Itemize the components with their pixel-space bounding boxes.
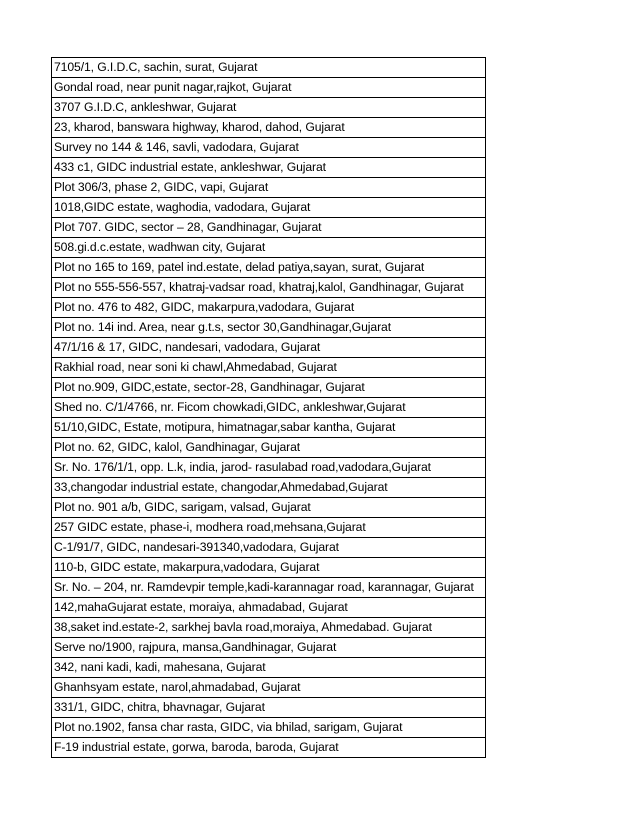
address-cell: 47/1/16 & 17, GIDC, nandesari, vadodara, Gujarat	[52, 338, 486, 358]
address-cell: 257 GIDC estate, phase-i, modhera road,mehsana,Gujarat	[52, 518, 486, 538]
table-row	[52, 538, 486, 558]
address-cell: Ghanhsyam estate, narol,ahmadabad, Gujarat	[52, 678, 486, 698]
table-row	[52, 698, 486, 718]
table-row	[52, 438, 486, 458]
table-row	[52, 178, 486, 198]
address-cell: 342, nani kadi, kadi, mahesana, Gujarat	[52, 658, 486, 678]
address-cell: 110-b, GIDC estate, makarpura,vadodara, Gujarat	[52, 558, 486, 578]
address-cell: 1018,GIDC estate, waghodia, vadodara, Gujarat	[52, 198, 486, 218]
table-row	[52, 338, 486, 358]
table-row	[52, 518, 486, 538]
table-row	[52, 618, 486, 638]
address-cell: Plot no.1902, fansa char rasta, GIDC, via bhilad, sarigam, Gujarat	[52, 718, 486, 738]
table-row	[52, 358, 486, 378]
address-cell: Rakhial road, near soni ki chawl,Ahmedabad, Gujarat	[52, 358, 486, 378]
address-cell: 23, kharod, banswara highway, kharod, dahod, Gujarat	[52, 118, 486, 138]
table-row	[52, 218, 486, 238]
table-row	[52, 158, 486, 178]
address-cell: 7105/1, G.I.D.C, sachin, surat, Gujarat	[52, 58, 486, 78]
address-cell: Sr. No. 176/1/1, opp. L.k, india, jarod- rasulabad road,vadodara,Gujarat	[52, 458, 486, 478]
address-cell: F-19 industrial estate, gorwa, baroda, baroda, Gujarat	[52, 738, 486, 758]
table-row	[52, 198, 486, 218]
table-row	[52, 478, 486, 498]
address-cell: 142,mahaGujarat estate, moraiya, ahmadabad, Gujarat	[52, 598, 486, 618]
address-cell: Plot 306/3, phase 2, GIDC, vapi, Gujarat	[52, 178, 486, 198]
address-cell: Plot no. 62, GIDC, kalol, Gandhinagar, Gujarat	[52, 438, 486, 458]
table-row	[52, 458, 486, 478]
table-row	[52, 658, 486, 678]
table-row	[52, 678, 486, 698]
address-cell: 51/10,GIDC, Estate, motipura, himatnagar,sabar kantha, Gujarat	[52, 418, 486, 438]
address-table	[51, 57, 486, 758]
table-row	[52, 278, 486, 298]
address-cell: Survey no 144 & 146, savli, vadodara, Gujarat	[52, 138, 486, 158]
table-row	[52, 98, 486, 118]
address-table-body	[52, 58, 486, 758]
address-cell: Plot no.909, GIDC,estate, sector-28, Gandhinagar, Gujarat	[52, 378, 486, 398]
address-cell: 3707 G.I.D.C, ankleshwar, Gujarat	[52, 98, 486, 118]
table-row	[52, 138, 486, 158]
table-row	[52, 398, 486, 418]
address-cell: Plot no. 901 a/b, GIDC, sarigam, valsad, Gujarat	[52, 498, 486, 518]
table-row	[52, 718, 486, 738]
table-row	[52, 298, 486, 318]
address-cell: C-1/91/7, GIDC, nandesari-391340,vadodara, Gujarat	[52, 538, 486, 558]
address-cell: Plot no 165 to 169, patel ind.estate, delad patiya,sayan, surat, Gujarat	[52, 258, 486, 278]
address-cell: Serve no/1900, rajpura, mansa,Gandhinagar, Gujarat	[52, 638, 486, 658]
table-row	[52, 118, 486, 138]
table-row	[52, 418, 486, 438]
table-row	[52, 238, 486, 258]
address-cell: Gondal road, near punit nagar,rajkot, Gujarat	[52, 78, 486, 98]
table-row	[52, 318, 486, 338]
address-cell: Plot no 555-556-557, khatraj-vadsar road, khatraj,kalol, Gandhinagar, Gujarat	[52, 278, 486, 298]
address-cell: 38,saket ind.estate-2, sarkhej bavla road,moraiya, Ahmedabad. Gujarat	[52, 618, 486, 638]
address-cell: 433 c1, GIDC industrial estate, ankleshwar, Gujarat	[52, 158, 486, 178]
table-row	[52, 638, 486, 658]
address-cell: Plot no. 476 to 482, GIDC, makarpura,vadodara, Gujarat	[52, 298, 486, 318]
table-row	[52, 258, 486, 278]
address-cell: 508.gi.d.c.estate, wadhwan city, Gujarat	[52, 238, 486, 258]
address-cell: Shed no. C/1/4766, nr. Ficom chowkadi,GIDC, ankleshwar,Gujarat	[52, 398, 486, 418]
table-row	[52, 578, 486, 598]
address-cell: 331/1, GIDC, chitra, bhavnagar, Gujarat	[52, 698, 486, 718]
address-cell: 33,changodar industrial estate, changodar,Ahmedabad,Gujarat	[52, 478, 486, 498]
address-cell: Sr. No. – 204, nr. Ramdevpir temple,kadi-karannagar road, karannagar, Gujarat	[52, 578, 486, 598]
table-row	[52, 58, 486, 78]
address-cell: Plot no. 14i ind. Area, near g.t.s, sector 30,Gandhinagar,Gujarat	[52, 318, 486, 338]
table-row	[52, 498, 486, 518]
table-row	[52, 378, 486, 398]
address-cell: Plot 707. GIDC, sector – 28, Gandhinagar, Gujarat	[52, 218, 486, 238]
table-row	[52, 738, 486, 758]
table-row	[52, 598, 486, 618]
table-row	[52, 78, 486, 98]
table-row	[52, 558, 486, 578]
